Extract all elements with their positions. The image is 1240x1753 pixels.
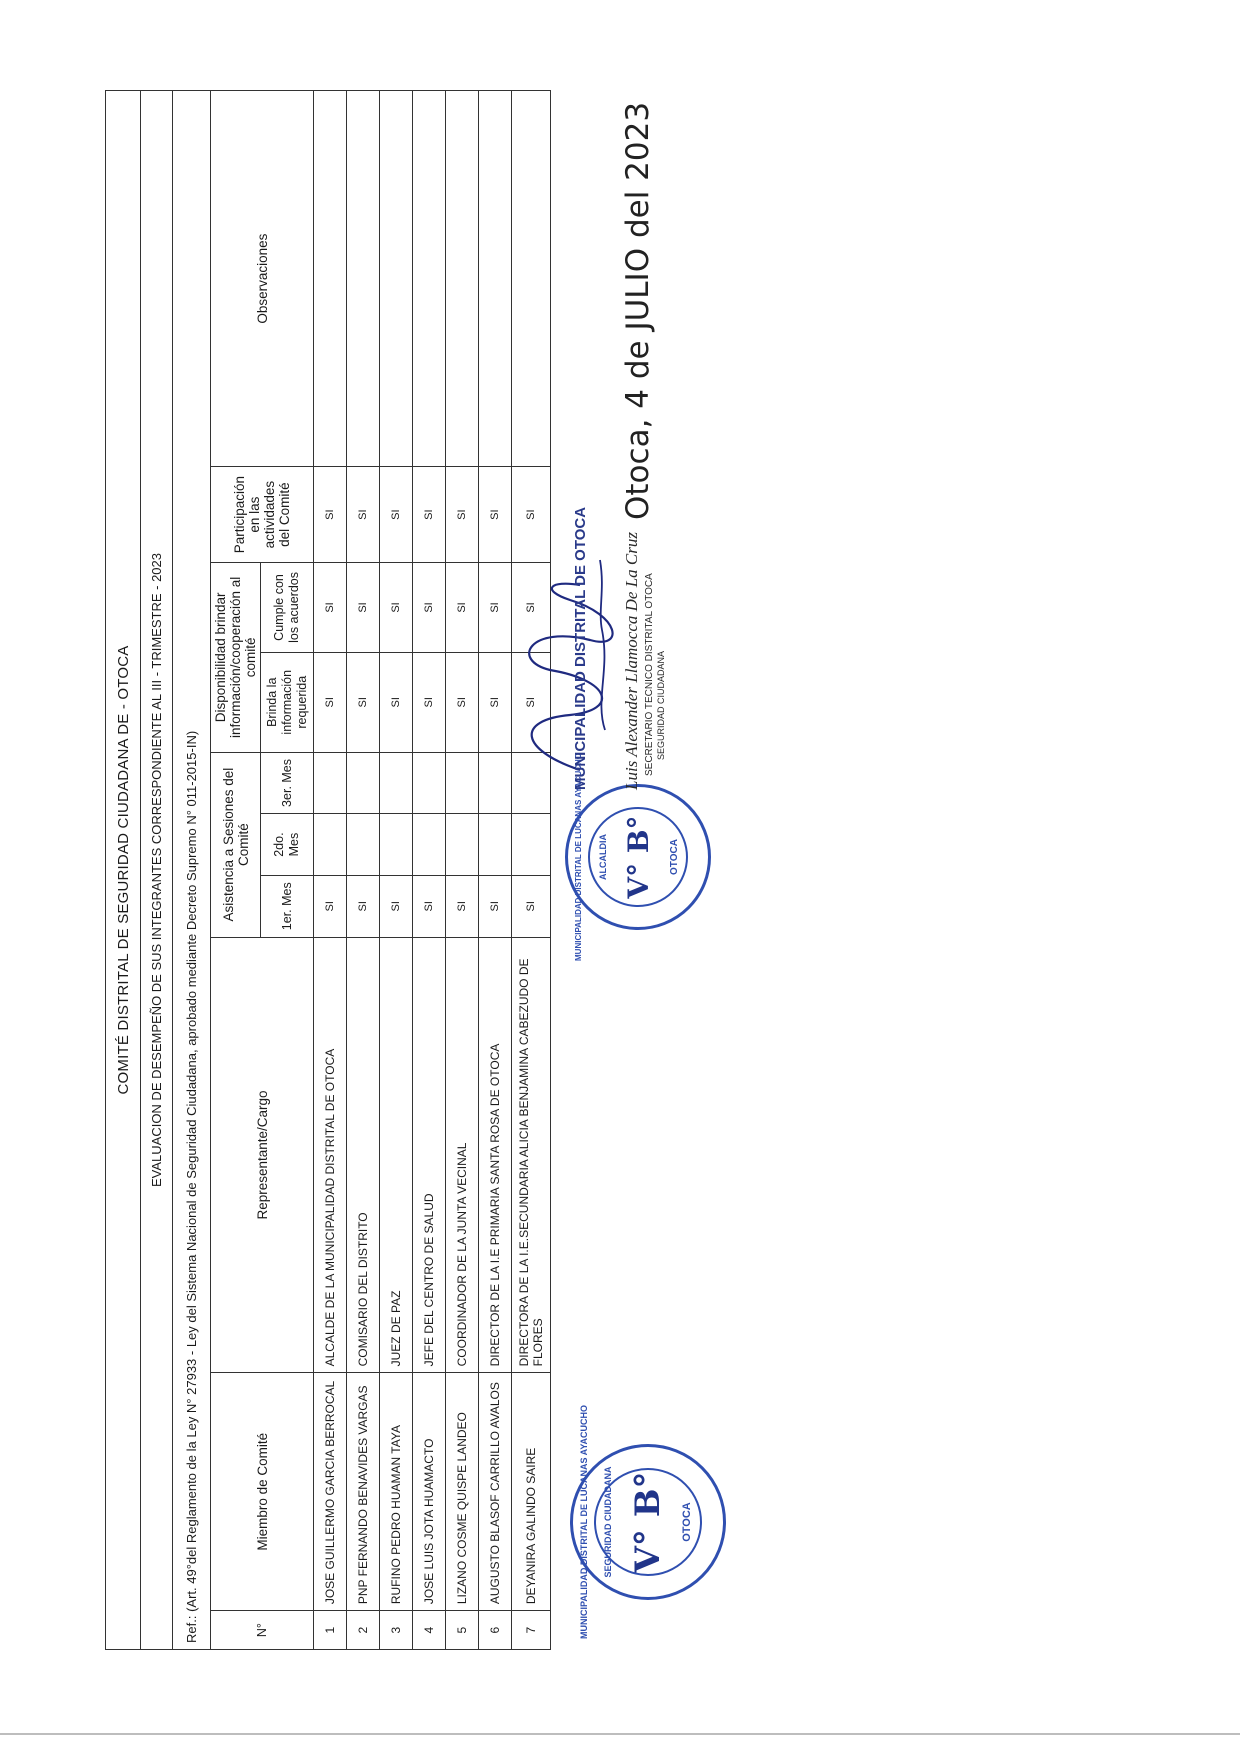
attendance-month2-cell bbox=[512, 814, 551, 876]
meets-agreements-cell: SI bbox=[380, 563, 413, 653]
member-role-cell: ALCALDE DE LA MUNICIPALIDAD DISTRITAL DE OTOCA bbox=[314, 937, 347, 1373]
attendance-month3-cell bbox=[314, 752, 347, 814]
stamp-vb-mark: V° B° bbox=[621, 815, 655, 899]
table-row bbox=[479, 91, 512, 1650]
provides-info-cell: SI bbox=[479, 652, 512, 752]
date-line: Otoca, 4 de JULIO del 2023 bbox=[620, 101, 656, 520]
member-role-cell: JUEZ DE PAZ bbox=[380, 937, 413, 1373]
row-number-cell: 1 bbox=[314, 1611, 347, 1650]
attendance-month1-cell: SI bbox=[479, 875, 512, 937]
row-number-cell: 4 bbox=[413, 1611, 446, 1650]
col-month2-header: 2do. Mes bbox=[261, 814, 314, 876]
document-reference: Ref.: (Art. 49°del Reglamento de la Ley N° 27933 - Ley del Sistema Nacional de Seguridad Ciudadana, aprobado mediante Decreto Supremo N° 011-2015-IN) bbox=[173, 91, 211, 1650]
col-month3-header: 3er. Mes bbox=[261, 752, 314, 814]
meets-agreements-cell: SI bbox=[347, 563, 380, 653]
table-row bbox=[347, 91, 380, 1650]
observations-cell bbox=[479, 91, 512, 467]
member-name-cell: DEYANIRA GALINDO SAIRE bbox=[512, 1373, 551, 1611]
observations-cell bbox=[347, 91, 380, 467]
member-name-cell: LIZANO COSME QUISPE LANDEO bbox=[446, 1373, 479, 1611]
attendance-month3-cell bbox=[347, 752, 380, 814]
participation-cell: SI bbox=[380, 467, 413, 563]
attendance-month2-cell bbox=[479, 814, 512, 876]
attendance-month1-cell: SI bbox=[512, 875, 551, 937]
stamp-ring-text: MUNICIPALIDAD DISTRITAL DE LUCANAS AYACUCHO bbox=[579, 1404, 589, 1639]
stamp-inner-text: SEGURIDAD CIUDADANA bbox=[603, 1466, 613, 1578]
handwritten-signature bbox=[510, 530, 630, 790]
attendance-month2-cell bbox=[347, 814, 380, 876]
table-body bbox=[314, 91, 551, 1650]
table-row bbox=[512, 91, 551, 1650]
col-participation-header: Participación en las actividades del Comité bbox=[211, 467, 314, 563]
table-row bbox=[413, 91, 446, 1650]
participation-cell: SI bbox=[479, 467, 512, 563]
meets-agreements-cell: SI bbox=[479, 563, 512, 653]
attendance-month1-cell: SI bbox=[413, 875, 446, 937]
attendance-month3-cell bbox=[479, 752, 512, 814]
row-number-cell: 5 bbox=[446, 1611, 479, 1650]
attendance-month3-cell bbox=[446, 752, 479, 814]
signature-institution: MUNICIPALIDAD DISTRITAL DE OTOCA bbox=[572, 506, 589, 790]
stamp-ring-text: MUNICIPALIDAD DISTRITAL DE LUCANAS AYACUCHO bbox=[574, 752, 583, 961]
observations-cell bbox=[446, 91, 479, 467]
row-number-cell: 6 bbox=[479, 1611, 512, 1650]
col-month1-header: 1er. Mes bbox=[261, 875, 314, 937]
document-subtitle: EVALUACION DE DESEMPEÑO DE SUS INTEGRANTES CORRESPONDIENTE AL III - TRIMESTRE - 2023 bbox=[141, 91, 173, 1650]
member-name-cell: PNP FERNANDO BENAVIDES VARGAS bbox=[347, 1373, 380, 1611]
signature-name: Luis Alexander Llamocca De La Cruz bbox=[622, 532, 641, 790]
meets-agreements-cell: SI bbox=[446, 563, 479, 653]
stamp-inner-text: ALCALDIA bbox=[598, 834, 608, 880]
signature-area: SEGURIDAD CIUDADANA bbox=[656, 650, 666, 760]
attendance-month2-cell bbox=[380, 814, 413, 876]
observations-cell bbox=[380, 91, 413, 467]
row-number-cell: 7 bbox=[512, 1611, 551, 1650]
row-number-cell: 3 bbox=[380, 1611, 413, 1650]
member-role-cell: COMISARIO DEL DISTRITO bbox=[347, 937, 380, 1373]
participation-cell: SI bbox=[347, 467, 380, 563]
provides-info-cell: SI bbox=[413, 652, 446, 752]
provides-info-cell: SI bbox=[314, 652, 347, 752]
attendance-month3-cell bbox=[413, 752, 446, 814]
attendance-month2-cell bbox=[413, 814, 446, 876]
attendance-month2-cell bbox=[314, 814, 347, 876]
col-num-header: N° bbox=[211, 1611, 314, 1650]
attendance-month3-cell bbox=[380, 752, 413, 814]
document-page bbox=[40, 90, 693, 1650]
participation-cell: SI bbox=[314, 467, 347, 563]
observations-cell bbox=[512, 91, 551, 467]
col-attendance-header: Asistencia a Sesiones del Comité bbox=[211, 752, 261, 937]
provides-info-cell: SI bbox=[446, 652, 479, 752]
table-row bbox=[446, 91, 479, 1650]
stamp-place-text: OTOCA bbox=[681, 1502, 693, 1542]
evaluation-table bbox=[105, 90, 551, 1650]
meets-agreements-cell: SI bbox=[512, 563, 551, 653]
provides-info-cell: SI bbox=[380, 652, 413, 752]
stamp-place-text: OTOCA bbox=[669, 839, 680, 875]
observations-cell bbox=[413, 91, 446, 467]
attendance-month2-cell bbox=[446, 814, 479, 876]
member-name-cell: JOSE LUIS JOTA HUAMACTO bbox=[413, 1373, 446, 1611]
participation-cell: SI bbox=[413, 467, 446, 563]
member-name-cell: AUGUSTO BLASOF CARRILLO AVALOS bbox=[479, 1373, 512, 1611]
signature-position: SECRETARIO TECNICO DISTRITAL OTOCA bbox=[644, 573, 655, 776]
row-number-cell: 2 bbox=[347, 1611, 380, 1650]
table-row bbox=[380, 91, 413, 1650]
col-member-header: Miembro de Comité bbox=[211, 1373, 314, 1611]
attendance-month1-cell: SI bbox=[446, 875, 479, 937]
col-provides-info-header: Brinda la información requerida bbox=[261, 652, 314, 752]
member-role-cell: JEFE DEL CENTRO DE SALUD bbox=[413, 937, 446, 1373]
participation-cell: SI bbox=[512, 467, 551, 563]
scan-edge bbox=[0, 1733, 1240, 1735]
attendance-month1-cell: SI bbox=[380, 875, 413, 937]
member-role-cell: COORDINADOR DE LA JUNTA VECINAL bbox=[446, 937, 479, 1373]
member-role-cell: DIRECTORA DE LA I.E.SECUNDARIA ALICIA BENJAMINA CABEZUDO DE FLORES bbox=[512, 937, 551, 1373]
attendance-month1-cell: SI bbox=[347, 875, 380, 937]
meets-agreements-cell: SI bbox=[314, 563, 347, 653]
member-name-cell: RUFINO PEDRO HUAMAN TAYA bbox=[380, 1373, 413, 1611]
vb-stamp-mayor bbox=[565, 752, 711, 961]
meets-agreements-cell: SI bbox=[413, 563, 446, 653]
col-role-header: Representante/Cargo bbox=[211, 937, 314, 1373]
table-row bbox=[314, 91, 347, 1650]
vb-stamp-security bbox=[570, 1404, 726, 1639]
col-availability-header: Disponibilidad brindar información/cooperación al comité bbox=[211, 563, 261, 753]
col-meets-agreements-header: Cumple con los acuerdos bbox=[261, 563, 314, 653]
participation-cell: SI bbox=[446, 467, 479, 563]
col-observations-header: Observaciones bbox=[211, 91, 314, 467]
member-role-cell: DIRECTOR DE LA I.E PRIMARIA SANTA ROSA DE OTOCA bbox=[479, 937, 512, 1373]
document-title: COMITÉ DISTRITAL DE SEGURIDAD CIUDADANA DE - OTOCA bbox=[106, 91, 141, 1650]
attendance-month1-cell: SI bbox=[314, 875, 347, 937]
member-name-cell: JOSE GUILLERMO GARCIA BERROCAL bbox=[314, 1373, 347, 1611]
observations-cell bbox=[314, 91, 347, 467]
provides-info-cell: SI bbox=[512, 652, 551, 752]
provides-info-cell: SI bbox=[347, 652, 380, 752]
stamp-vb-mark: V° B° bbox=[628, 1471, 668, 1573]
